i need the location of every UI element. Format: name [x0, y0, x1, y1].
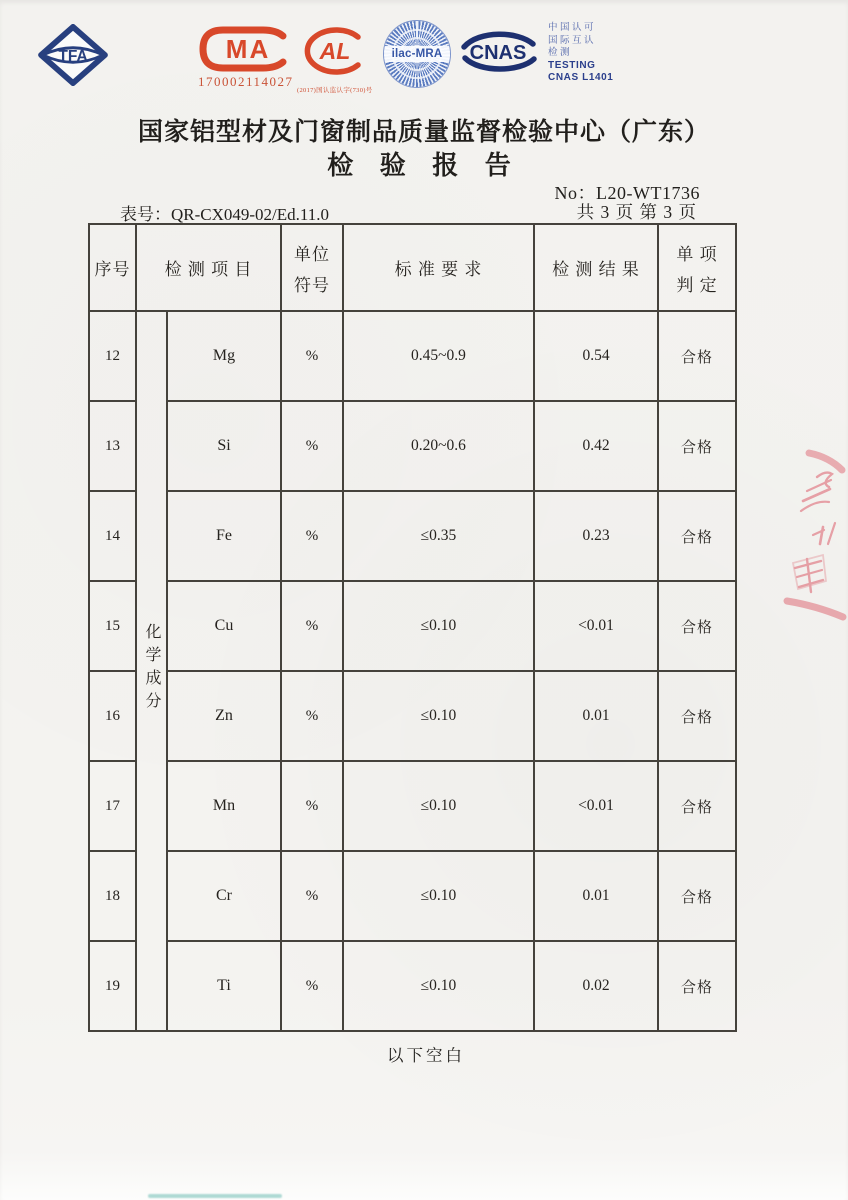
tfa-logo: [38, 24, 108, 91]
form-number-line: [120, 200, 329, 225]
table-row: [89, 671, 736, 761]
cell-judgment: 合格: [658, 401, 736, 491]
cell-item: Mg: [167, 311, 281, 401]
cnas-line-1: 中国认可: [548, 22, 597, 33]
cal-mark-icon: [301, 26, 369, 76]
cell-unit: %: [281, 851, 343, 941]
report-number-label: No：: [554, 183, 597, 203]
col-header-unit-line1: 单位: [294, 244, 330, 264]
cell-unit: %: [281, 401, 343, 491]
cnas-line-number: CNAS L1401: [548, 72, 614, 83]
cell-item: Zn: [167, 671, 281, 761]
cell-result: 0.02: [534, 941, 658, 1031]
cell-judgment: 合格: [658, 671, 736, 761]
cell-result: <0.01: [534, 581, 658, 671]
col-header-judgment-line1: 单 项: [676, 244, 718, 264]
report-title: 检 验 报 告: [327, 151, 521, 180]
cnas-accreditation-text: [548, 22, 613, 85]
cell-standard: ≤0.35: [343, 491, 534, 581]
cnas-line-3: 检测: [548, 47, 573, 58]
ilac-mra-logo-text: ilac-MRA: [384, 46, 450, 62]
col-header-unit: [281, 224, 343, 311]
cell-judgment: 合格: [658, 941, 736, 1031]
cnas-line-2: 国际互认: [548, 34, 597, 46]
cell-item: Si: [167, 401, 281, 491]
cell-result: 0.54: [534, 311, 658, 401]
cell-item: Ti: [167, 941, 281, 1031]
col-header-judgment-line2: 判 定: [676, 275, 718, 295]
cell-item: Mn: [167, 761, 281, 851]
tfa-logo-text: TFA: [58, 47, 88, 65]
table-row: [89, 491, 736, 581]
cell-result: 0.01: [534, 671, 658, 761]
tfa-diamond-icon: [38, 24, 108, 86]
group-label-text: 化学成分: [143, 622, 160, 715]
cal-logo-text: AL: [319, 38, 351, 64]
col-header-seq: 序号: [89, 224, 136, 311]
cell-seq: 12: [89, 311, 136, 401]
cell-standard: 0.20~0.6: [343, 401, 534, 491]
col-header-judgment: [658, 224, 736, 311]
cell-unit: %: [281, 491, 343, 581]
cnas-logo-text: CNAS: [469, 42, 527, 64]
col-header-result: 检 测 结 果: [534, 224, 658, 311]
cell-result: 0.23: [534, 491, 658, 581]
cell-result: 0.42: [534, 401, 658, 491]
cell-seq: 13: [89, 401, 136, 491]
cma-logo: [198, 26, 294, 90]
cell-judgment: 合格: [658, 581, 736, 671]
table-header-row: [89, 224, 736, 311]
cnas-logo: [458, 27, 538, 80]
cell-item: Fe: [167, 491, 281, 581]
cma-certificate-number: 170002114027: [198, 74, 294, 89]
ilac-mra-logo: [384, 21, 450, 87]
cell-standard: ≤0.10: [343, 941, 534, 1031]
table-row: [89, 851, 736, 941]
col-header-standard: 标 准 要 求: [343, 224, 534, 311]
cma-mark-icon: [199, 26, 293, 72]
cnas-swoosh-icon: [458, 27, 538, 75]
report-number-value: L20-WT1736: [596, 183, 700, 203]
pagination: 共 3 页 第 3 页: [576, 202, 697, 222]
cell-seq: 15: [89, 581, 136, 671]
cell-result: <0.01: [534, 761, 658, 851]
cell-judgment: 合格: [658, 761, 736, 851]
cell-standard: ≤0.10: [343, 761, 534, 851]
cell-standard: 0.45~0.9: [343, 311, 534, 401]
cal-certificate-caption: (2017)国认监认字(730)号: [297, 87, 373, 94]
form-number-label: 表号：: [120, 205, 171, 224]
table-row: [89, 311, 736, 401]
cell-unit: %: [281, 311, 343, 401]
table-row: [89, 761, 736, 851]
cell-seq: 18: [89, 851, 136, 941]
cell-unit: %: [281, 941, 343, 1031]
organization-title: 国家铝型材及门窗制品质量监督检验中心（广东）: [137, 119, 710, 146]
cnas-line-testing: TESTING: [548, 59, 596, 71]
cell-seq: 17: [89, 761, 136, 851]
cell-judgment: 合格: [658, 851, 736, 941]
group-label-chemical-composition: [136, 311, 167, 1031]
cell-result: 0.01: [534, 851, 658, 941]
cell-seq: 19: [89, 941, 136, 1031]
cell-item: Cr: [167, 851, 281, 941]
cell-judgment: 合格: [658, 311, 736, 401]
table-row: [89, 941, 736, 1031]
cell-standard: ≤0.10: [343, 581, 534, 671]
cal-logo: [297, 26, 373, 94]
scan-edge-mark: [148, 1194, 282, 1198]
end-of-report-note: 以下空白: [387, 1046, 465, 1065]
cell-seq: 16: [89, 671, 136, 761]
cell-standard: ≤0.10: [343, 851, 534, 941]
table-row: [89, 401, 736, 491]
cell-standard: ≤0.10: [343, 671, 534, 761]
red-stamp: [779, 437, 848, 627]
table-row: [89, 581, 736, 671]
form-number-value: QR-CX049-02/Ed.11.0: [171, 205, 330, 224]
cell-unit: %: [281, 761, 343, 851]
cell-unit: %: [281, 581, 343, 671]
cell-unit: %: [281, 671, 343, 761]
results-table: [88, 223, 737, 1032]
cell-seq: 14: [89, 491, 136, 581]
red-stamp-icon: [779, 437, 848, 622]
cell-judgment: 合格: [658, 491, 736, 581]
cell-item: Cu: [167, 581, 281, 671]
col-header-item: 检 测 项 目: [136, 224, 281, 311]
cma-logo-text: MA: [225, 34, 270, 64]
col-header-unit-line2: 符号: [294, 275, 330, 295]
